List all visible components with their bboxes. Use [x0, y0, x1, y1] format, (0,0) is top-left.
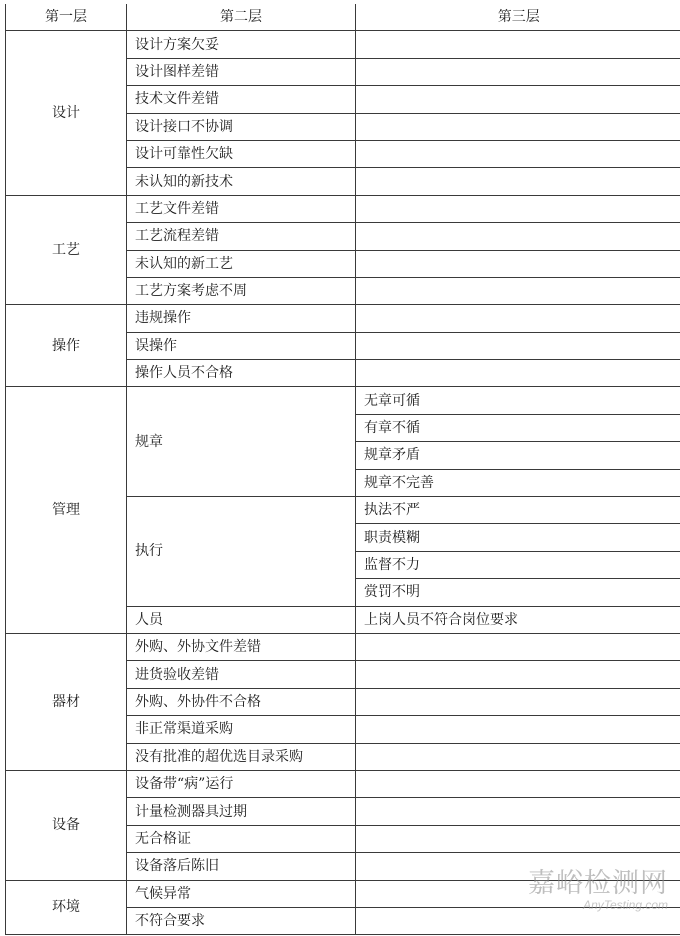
level3-cell [356, 140, 680, 167]
header-level1: 第一层 [6, 4, 127, 31]
table-row [6, 31, 680, 58]
level3-cell: 执法不严 [356, 497, 680, 524]
level3-cell: 有章不循 [356, 414, 680, 441]
level3-cell [356, 113, 680, 140]
level3-cell [356, 332, 680, 359]
level3-cell [356, 86, 680, 113]
level3-cell [356, 250, 680, 277]
level2-cell: 未认知的新技术 [127, 168, 356, 195]
level2-cell: 工艺流程差错 [127, 223, 356, 250]
level3-cell: 监督不力 [356, 551, 680, 578]
level2-cell: 没有批准的超优选目录采购 [127, 743, 356, 770]
level2-cell-execution: 执行 [127, 497, 356, 607]
level3-cell [356, 360, 680, 387]
level2-cell: 计量检测器具过期 [127, 798, 356, 825]
level3-cell [356, 58, 680, 85]
table-row [6, 633, 680, 660]
level3-cell: 职责模糊 [356, 524, 680, 551]
header-level3: 第三层 [356, 4, 680, 31]
level3-cell: 规章不完善 [356, 469, 680, 496]
level2-cell: 工艺文件差错 [127, 195, 356, 222]
level2-cell: 设计接口不协调 [127, 113, 356, 140]
level2-cell: 外购、外协件不合格 [127, 688, 356, 715]
level2-cell: 工艺方案考虑不周 [127, 277, 356, 304]
group-operation: 操作 [6, 305, 127, 387]
level2-cell: 非正常渠道采购 [127, 716, 356, 743]
level2-cell: 不符合要求 [127, 907, 356, 934]
level3-cell [356, 305, 680, 332]
level2-cell: 技术文件差错 [127, 86, 356, 113]
level3-cell: 规章矛盾 [356, 442, 680, 469]
level3-cell: 赏罚不明 [356, 579, 680, 606]
level3-cell: 上岗人员不符合岗位要求 [356, 606, 680, 633]
level2-cell: 设计方案欠妥 [127, 31, 356, 58]
watermark [528, 869, 668, 912]
level2-cell: 未认知的新工艺 [127, 250, 356, 277]
level3-cell [356, 31, 680, 58]
level2-cell-staff: 人员 [127, 606, 356, 633]
table-row [6, 387, 680, 414]
group-management: 管理 [6, 387, 127, 634]
level3-cell [356, 195, 680, 222]
level3-cell [356, 743, 680, 770]
level2-cell: 违规操作 [127, 305, 356, 332]
level3-cell [356, 825, 680, 852]
group-materials: 器材 [6, 633, 127, 770]
table-row [6, 195, 680, 222]
watermark-url: AnyTesting.com [583, 898, 668, 912]
level3-cell [356, 798, 680, 825]
level2-cell: 进货验收差错 [127, 661, 356, 688]
level3-cell [356, 661, 680, 688]
group-process: 工艺 [6, 195, 127, 305]
level2-cell: 外购、外协文件差错 [127, 633, 356, 660]
group-design: 设计 [6, 31, 127, 195]
cause-classification-table [5, 4, 680, 935]
watermark-logo: 嘉峪检测网 [528, 868, 668, 899]
group-equipment: 设备 [6, 770, 127, 880]
group-environment: 环境 [6, 880, 127, 935]
header-row [6, 4, 680, 31]
level2-cell: 无合格证 [127, 825, 356, 852]
header-level2: 第二层 [127, 4, 356, 31]
level2-cell: 设计图样差错 [127, 58, 356, 85]
level2-cell: 设备带“病”运行 [127, 770, 356, 797]
level2-cell-rules: 规章 [127, 387, 356, 497]
level2-cell: 设计可靠性欠缺 [127, 140, 356, 167]
level2-cell: 设备落后陈旧 [127, 853, 356, 880]
level2-cell: 误操作 [127, 332, 356, 359]
level3-cell: 无章可循 [356, 387, 680, 414]
level3-cell [356, 277, 680, 304]
level3-cell [356, 168, 680, 195]
table-row [6, 770, 680, 797]
level2-cell: 操作人员不合格 [127, 360, 356, 387]
level3-cell [356, 688, 680, 715]
level3-cell [356, 770, 680, 797]
level3-cell [356, 223, 680, 250]
level3-cell [356, 633, 680, 660]
table-row [6, 305, 680, 332]
level3-cell [356, 716, 680, 743]
level2-cell: 气候异常 [127, 880, 356, 907]
